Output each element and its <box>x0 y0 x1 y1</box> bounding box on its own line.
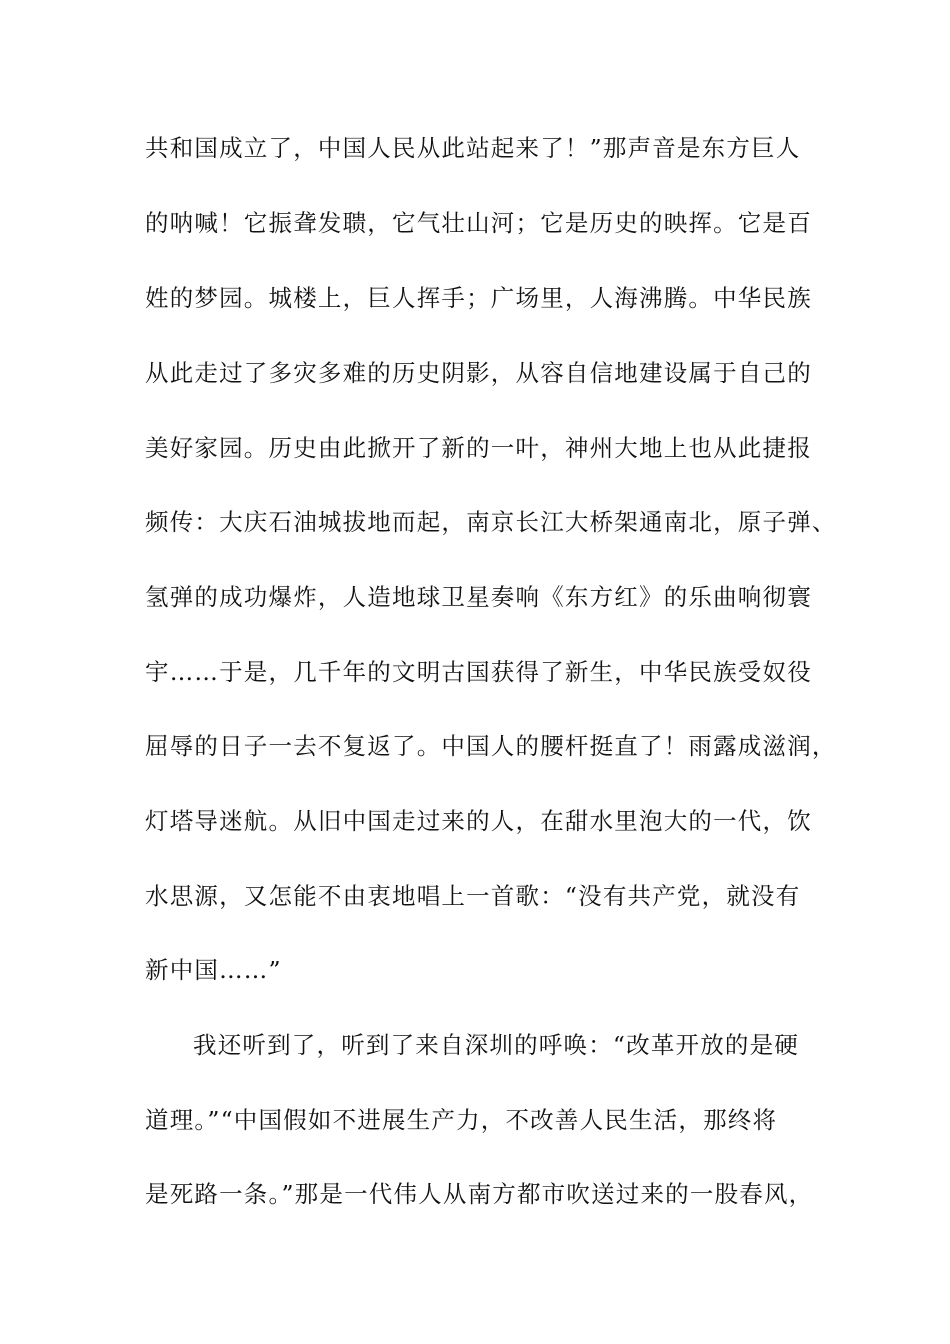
text-line: 我还听到了，听到了来自深圳的呼唤：“改革开放的是硬 <box>193 1031 800 1059</box>
text-line: 新中国……” <box>145 956 282 984</box>
text-line: 姓的梦园。城楼上，巨人挥手；广场里，人海沸腾。中华民族 <box>145 284 812 312</box>
text-line: 共和国成立了，中国人民从此站起来了！”那声音是东方巨人 <box>145 134 801 162</box>
text-line: 从此走过了多灾多难的历史阴影，从容自信地建设属于自己的 <box>145 359 812 387</box>
text-line: 的呐喊！它振聋发聩，它气壮山河；它是历史的映挥。它是百 <box>145 209 812 237</box>
text-line: 美好家园。历史由此掀开了新的一叶，神州大地上也从此捷报 <box>145 434 812 462</box>
text-line: 宇……于是，几千年的文明古国获得了新生，中华民族受奴役 <box>145 658 812 686</box>
text-line: 频传：大庆石油城拔地而起，南京长江大桥架通南北，原子弹、 <box>145 508 837 536</box>
text-line: 水思源，又怎能不由衷地唱上一首歌：“没有共产党，就没有 <box>145 882 801 910</box>
text-line: 是死路一条。”那是一代伟人从南方都市吹送过来的一股春风， <box>145 1180 814 1208</box>
text-line: 道理。”“中国假如不进展生产力，不改善人民生活，那终将 <box>145 1106 778 1134</box>
text-line: 氢弹的成功爆炸，人造地球卫星奏响《东方红》的乐曲响彻寰 <box>145 583 812 611</box>
text-line: 屈辱的日子一去不复返了。中国人的腰杆挺直了！雨露成滋润， <box>145 732 837 760</box>
text-line: 灯塔导迷航。从旧中国走过来的人，在甜水里泡大的一代，饮 <box>145 807 812 835</box>
